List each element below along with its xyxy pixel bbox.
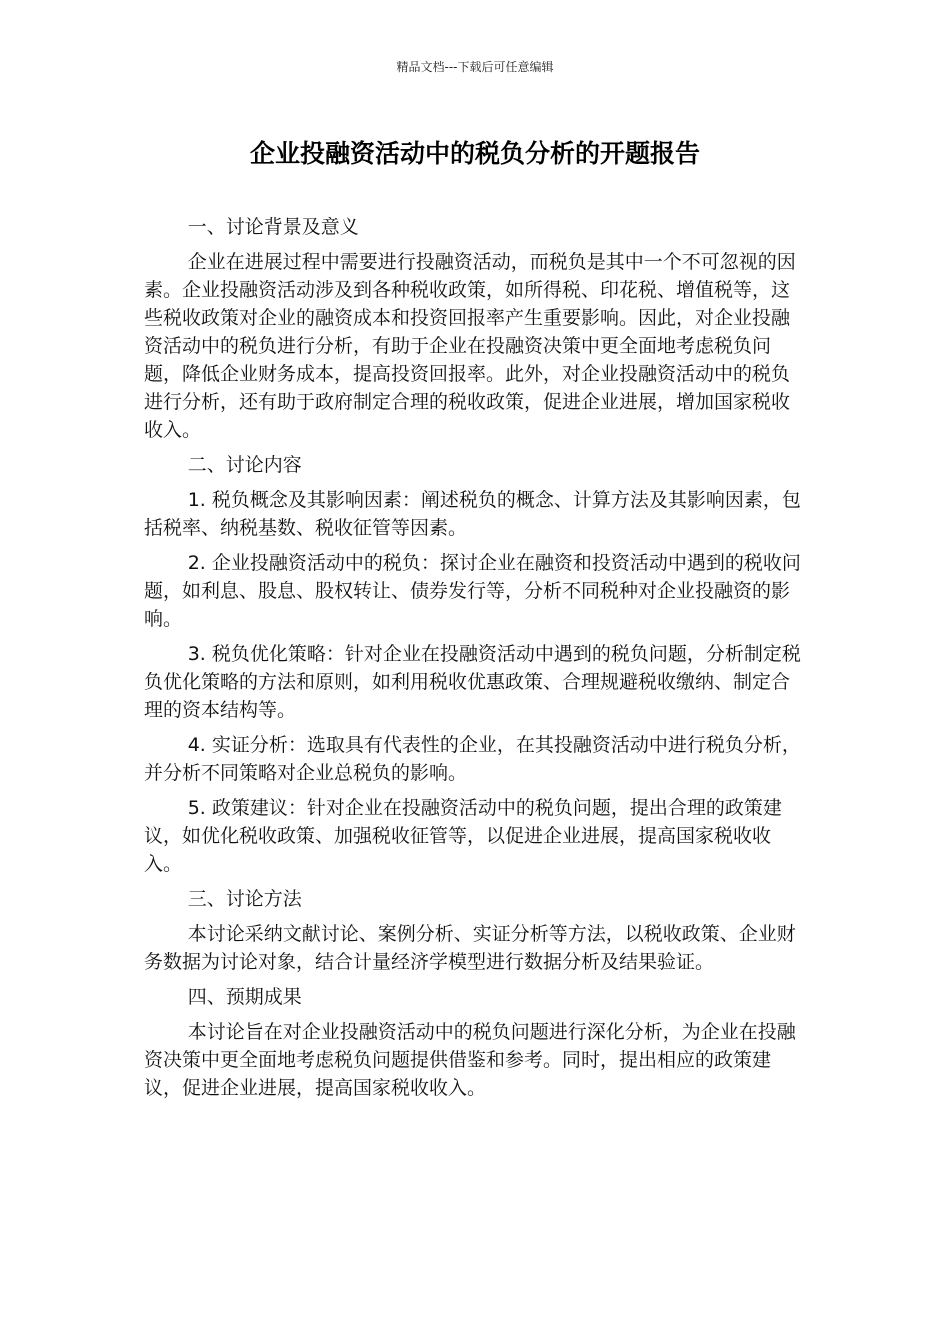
paragraph-outcomes: 本讨论旨在对企业投融资活动中的税负问题进行深化分析，为企业在投融资决策中更全面地考虑税负问题提供借鉴和参考。同时，提出相应的政策建议，促进企业进展，提高国家税收收入。 (144, 1021, 796, 1099)
section-heading-outcomes: 四、预期成果 (187, 986, 302, 1008)
content-item-5: 5. 政策建议：针对企业在投融资活动中的税负问题，提出合理的政策建议，如优化税收政策、加强税收征管等，以促进企业进展，提高国家税收收入。 (144, 797, 782, 875)
document-body (144, 213, 804, 1102)
section-heading-content: 二、讨论内容 (187, 454, 302, 476)
section-heading-method: 三、讨论方法 (187, 888, 302, 910)
content-item-2: 2. 企业投融资活动中的税负：探讨企业在融资和投资活动中遇到的税收问题，如利息、股息、股权转让、债券发行等，分析不同税种对企业投融资的影响。 (144, 552, 801, 630)
page-header-note: 精品文档---下载后可任意编辑 (396, 60, 554, 74)
content-item-3: 3. 税负优化策略：针对企业在投融资活动中遇到的税负问题，分析制定税负优化策略的方法和原则，如利用税收优惠政策、合理规避税收缴纳、制定合理的资本结构等。 (144, 643, 801, 721)
paragraph-method: 本讨论采纳文献讨论、案例分析、实证分析等方法，以税收政策、企业财务数据为讨论对象，结合计量经济学模型进行数据分析及结果验证。 (144, 923, 796, 973)
content-item-1: 1. 税负概念及其影响因素：阐述税负的概念、计算方法及其影响因素，包括税率、纳税基数、税收征管等因素。 (144, 489, 801, 539)
content-item-4: 4. 实证分析：选取具有代表性的企业，在其投融资活动中进行税负分析，并分析不同策略对企业总税负的影响。 (144, 734, 801, 784)
section-heading-background: 一、讨论背景及意义 (187, 216, 359, 238)
paragraph-background: 企业在进展过程中需要进行投融资活动，而税负是其中一个不可忽视的因素。企业投融资活动涉及到各种税收政策，如所得税、印花税、增值税等，这些税收政策对企业的融资成本和投资回报率产生重要影响。因此，对企业投融资活动中的税负进行分析，有助于企业在投融资决策中更全面地考虑税负问题，降低企业财务成本，提高投资回报率。此外，对企业投融资活动中的税负进行分析，还有助于政府制定合理的税收政策，促进企业进展，增加国家税收收入。 (144, 251, 796, 441)
document-title: 企业投融资活动中的税负分析的开题报告 (249, 139, 700, 168)
